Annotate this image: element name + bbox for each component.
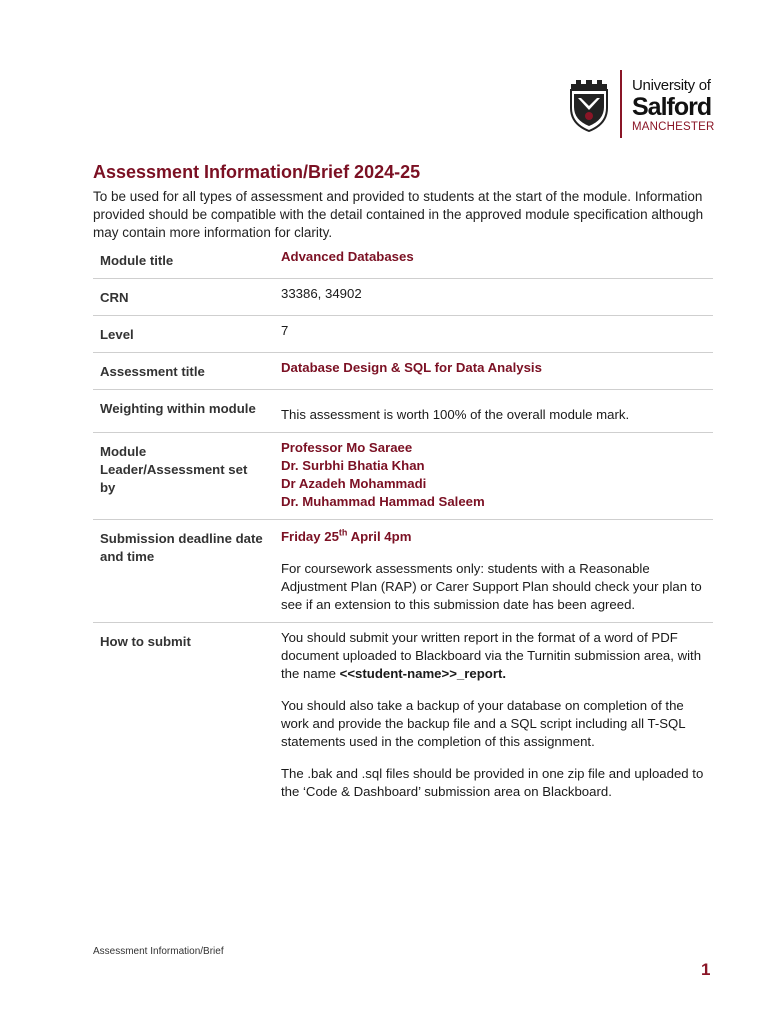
- university-logo: [566, 68, 726, 140]
- page-footer: Assessment Information/Brief: [93, 946, 224, 957]
- row-level: [93, 316, 713, 353]
- deadline-rap-note: For coursework assessments only: students with a Reasonable Adjustment Plan (RAP) or Carer Support Plan should check your plan to see if an extension to this submission date has been agreed.: [281, 561, 702, 612]
- page-number: 1: [701, 960, 711, 979]
- spacer: [281, 546, 709, 560]
- deadline-value: [271, 520, 713, 623]
- row-crn: [93, 279, 713, 316]
- document-title: Assessment Information/Brief 2024-25: [93, 162, 421, 182]
- module-title-label: Module title: [93, 242, 271, 279]
- crest-icon: [568, 76, 610, 132]
- level-value: 7: [271, 316, 713, 353]
- submit-paragraph-1: [281, 629, 709, 683]
- module-title-value: Advanced Databases: [271, 242, 713, 279]
- deadline-day-suffix: th: [338, 527, 348, 538]
- deadline-day: Friday 25: [281, 529, 339, 544]
- logo-line-university: University of: [632, 77, 711, 94]
- logo-divider: [620, 70, 622, 138]
- spacer: [281, 683, 709, 697]
- deadline-date: [281, 528, 709, 546]
- row-module-leaders: [93, 433, 713, 520]
- crn-value: 33386, 34902: [271, 279, 713, 316]
- assessment-info-table: [93, 242, 713, 809]
- crn-label: CRN: [93, 279, 271, 316]
- logo-line-manchester: MANCHESTER: [632, 121, 715, 133]
- weighting-value: This assessment is worth 100% of the overall module mark.: [271, 390, 713, 433]
- leader-name: Dr. Surbhi Bhatia Khan: [281, 458, 425, 473]
- assessment-title-label: Assessment title: [93, 353, 271, 390]
- row-module-title: [93, 242, 713, 279]
- how-to-submit-value: [271, 623, 713, 810]
- logo-line-salford: Salford: [632, 93, 712, 121]
- spacer: [281, 751, 709, 765]
- report-filename: <<student-name>>_report.: [339, 666, 507, 681]
- row-submission-deadline: [93, 520, 713, 623]
- module-leader-list: [271, 433, 713, 520]
- row-weighting: [93, 390, 713, 433]
- how-to-submit-label: How to submit: [100, 634, 191, 649]
- assessment-title-value: Database Design & SQL for Data Analysis: [271, 353, 713, 390]
- level-label: Level: [93, 316, 271, 353]
- leader-name: Dr. Muhammad Hammad Saleem: [281, 494, 485, 509]
- weighting-label: Weighting within module: [93, 390, 271, 433]
- leader-name: Dr Azadeh Mohammadi: [281, 476, 427, 491]
- module-leader-label: Module Leader/Assessment set by: [93, 433, 271, 520]
- deadline-label: Submission deadline date and time: [93, 520, 271, 623]
- deadline-time: April 4pm: [347, 529, 412, 544]
- submit-paragraph-2: You should also take a backup of your database on completion of the work and provide the backup file and a SQL script including all T-SQL statements used in the completion of this assignment.: [281, 698, 686, 749]
- submit-paragraph-3: The .bak and .sql files should be provided in one zip file and uploaded to the ‘Code & Dashboard’ submission area on Blackboard.: [281, 766, 704, 799]
- logo-wordmark: [632, 78, 715, 134]
- intro-paragraph: To be used for all types of assessment and provided to students at the start of the module. Information provided should be compatible with the detail contained in the approved module specification although may contain more information for clarity.: [93, 189, 704, 240]
- leader-name: Professor Mo Saraee: [281, 440, 413, 455]
- submit-paragraph-1-text: You should submit your written report in the format of a word of PDF document uploaded to Blackboard via the Turnitin submission area, with the name: [281, 630, 702, 681]
- row-assessment-title: [93, 353, 713, 390]
- row-how-to-submit: [93, 623, 713, 810]
